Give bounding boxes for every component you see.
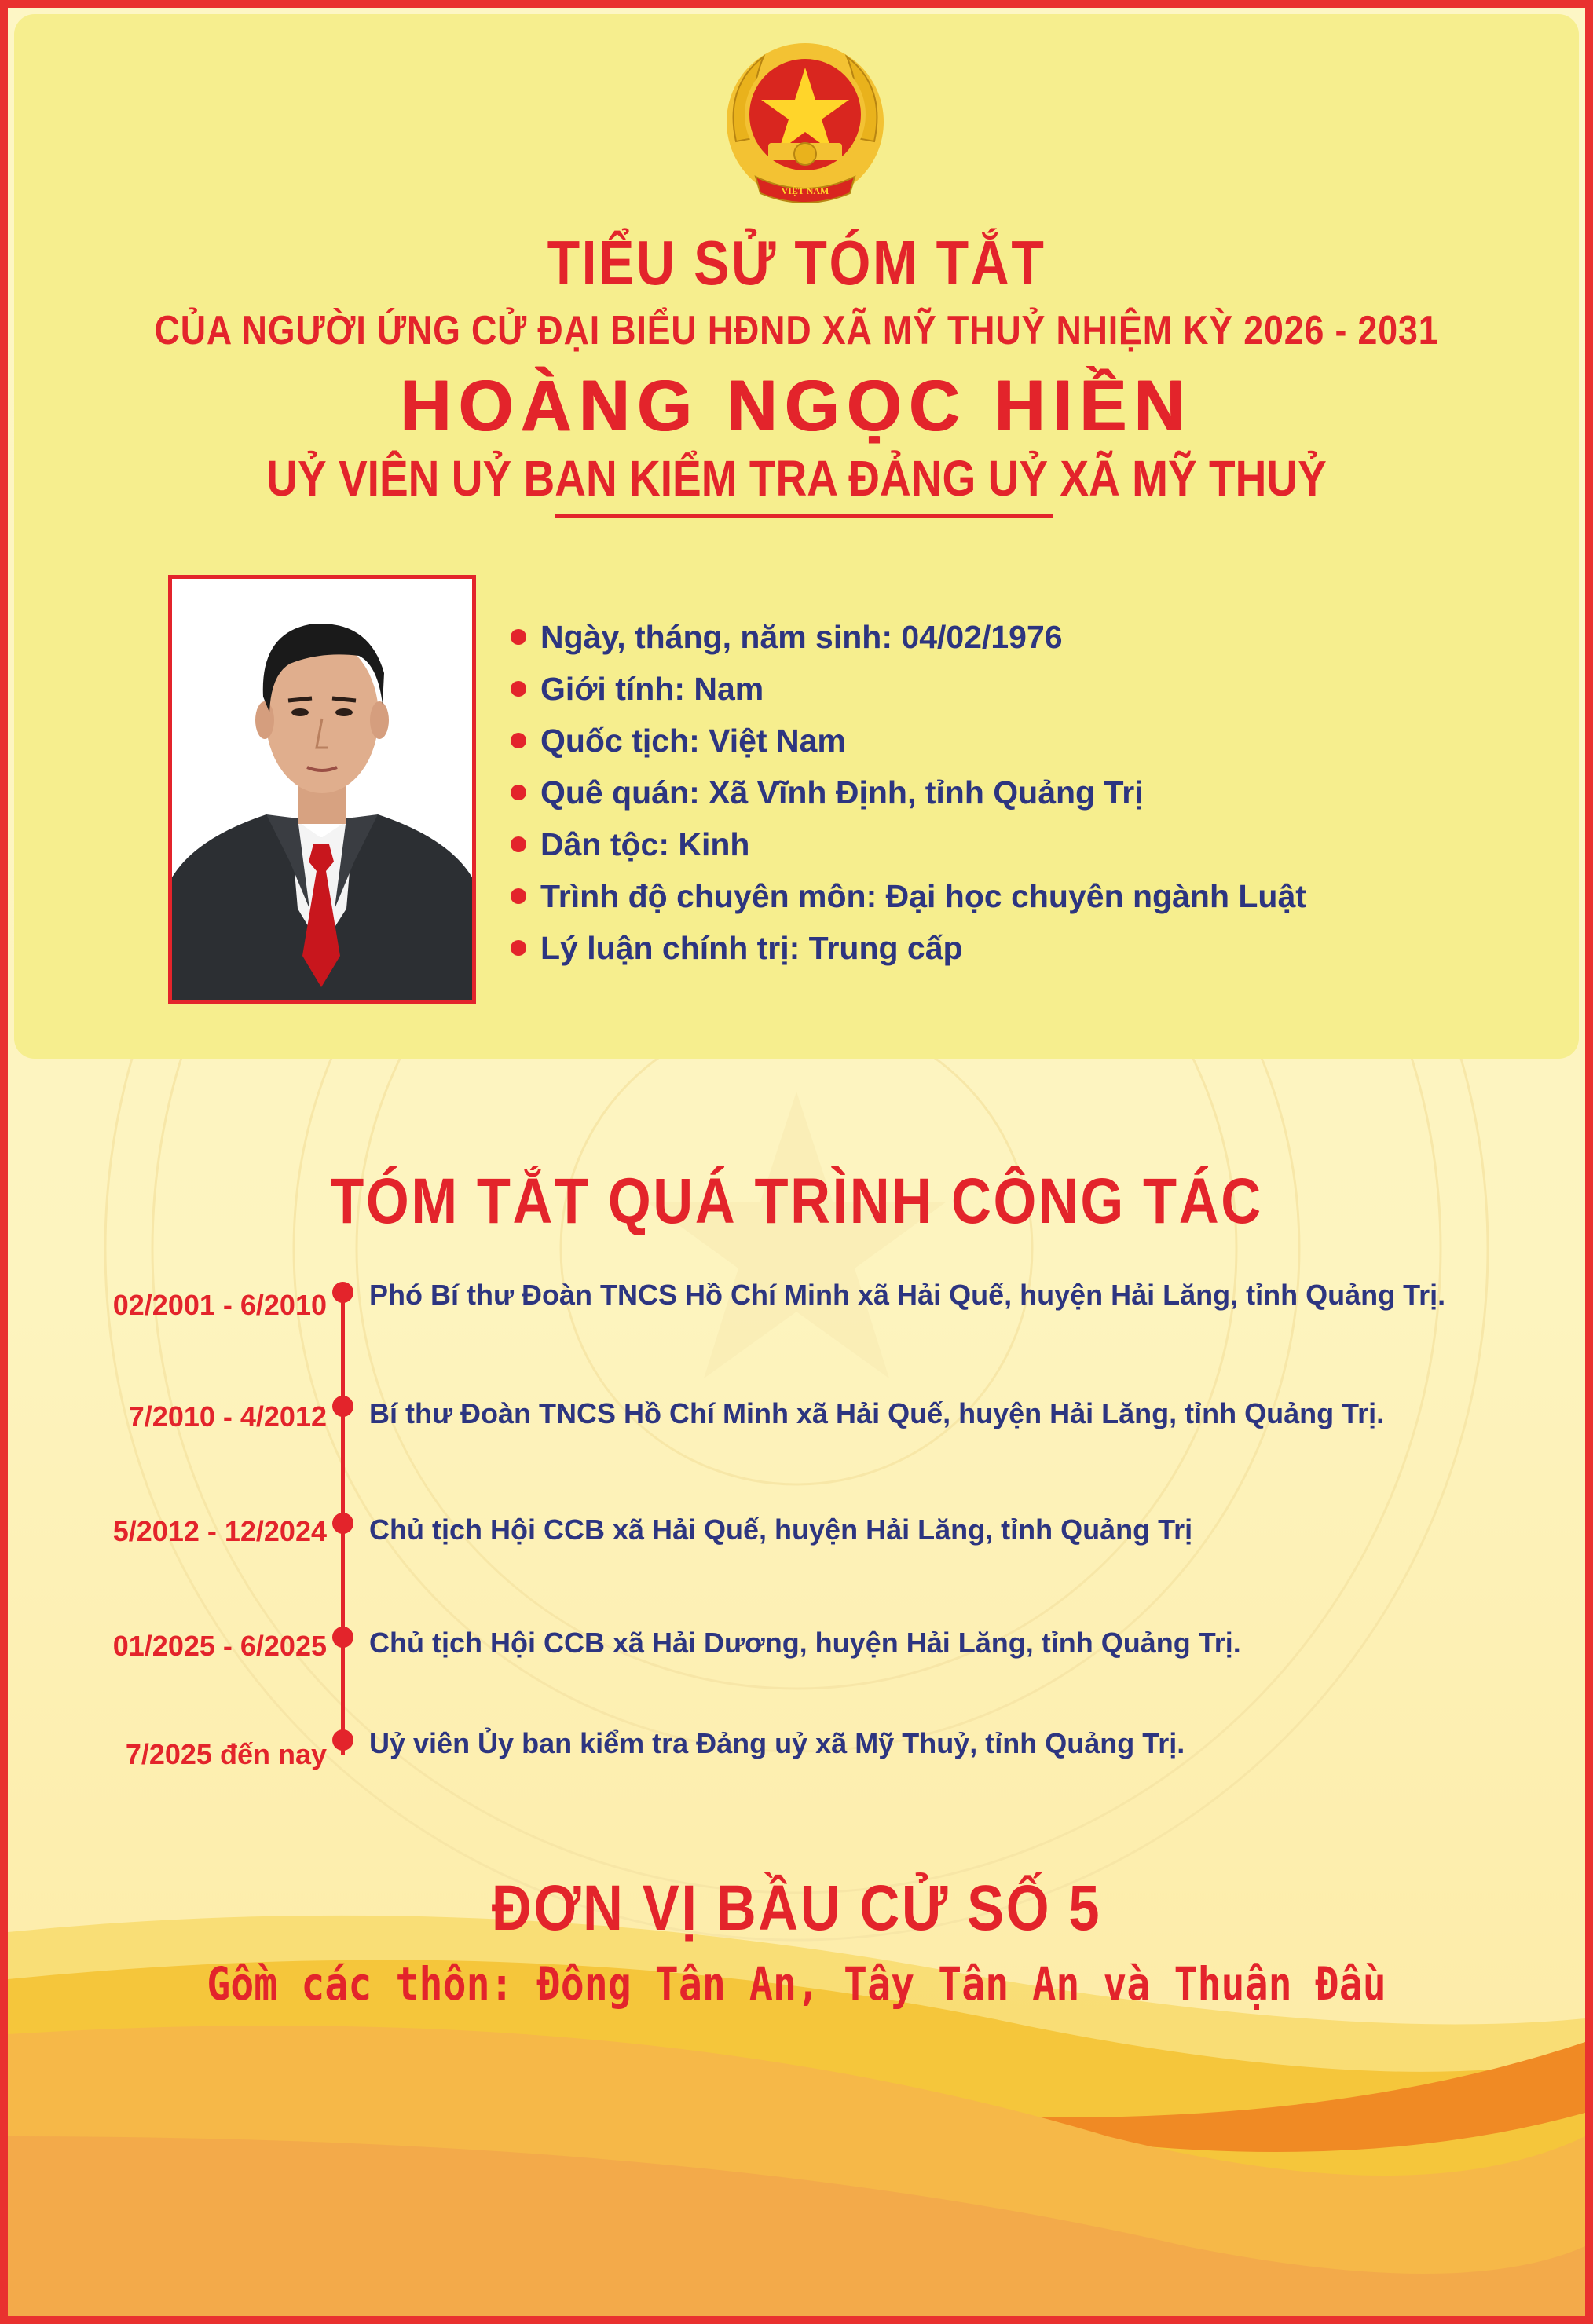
timeline-date: 5/2012 - 12/2024 — [112, 1515, 327, 1547]
bullet-dot — [511, 629, 526, 645]
info-ethnicity: Dân tộc: Kinh — [511, 818, 1532, 870]
bullet-dot — [511, 733, 526, 748]
vietnam-emblem-icon — [716, 39, 894, 214]
info-birthdate: Ngày, tháng, năm sinh: 04/02/1976 — [511, 611, 1532, 663]
candidate-photo — [168, 575, 476, 1004]
electoral-unit-villages: Gồm các thôn: Đông Tân An, Tây Tân An và Thuận Đầu — [207, 1957, 1386, 2011]
title-underline — [555, 514, 1053, 518]
timeline-desc: Phó Bí thư Đoàn TNCS Hồ Chí Minh xã Hải Quế, huyện Hải Lăng, tỉnh Quảng Trị. — [369, 1279, 1446, 1311]
bullet-dot — [511, 681, 526, 697]
personal-info-list — [511, 611, 1532, 974]
portrait-illustration — [172, 579, 472, 1000]
timeline-date: 7/2025 đến nay — [125, 1738, 327, 1770]
info-education: Trình độ chuyên môn: Đại học chuyên ngành Luật — [511, 870, 1532, 922]
info-hometown: Quê quán: Xã Vĩnh Định, tỉnh Quảng Trị — [511, 767, 1532, 818]
timeline-date: 01/2025 - 6/2025 — [112, 1630, 327, 1662]
info-nationality: Quốc tịch: Việt Nam — [511, 715, 1532, 767]
timeline-node — [332, 1513, 353, 1534]
timeline-desc: Chủ tịch Hội CCB xã Hải Quế, huyện Hải Lăng, tỉnh Quảng Trị — [369, 1513, 1193, 1546]
timeline-desc: Uỷ viên Ủy ban kiểm tra Đảng uỷ xã Mỹ Thuỷ, tỉnh Quảng Trị. — [369, 1727, 1185, 1759]
bullet-dot — [511, 785, 526, 800]
candidate-position: UỶ VIÊN UỶ BAN KIỂM TRA ĐẢNG UỶ XÃ MỸ THUỶ — [266, 450, 1327, 507]
timeline-date: 7/2010 - 4/2012 — [128, 1400, 327, 1433]
emblem-label: VIỆT NAM — [781, 185, 829, 196]
timeline-desc: Bí thư Đoàn TNCS Hồ Chí Minh xã Hải Quế, huyện Hải Lăng, tỉnh Quảng Trị. — [369, 1397, 1385, 1429]
info-gender: Giới tính: Nam — [511, 663, 1532, 715]
timeline-date: 02/2001 - 6/2010 — [112, 1289, 327, 1321]
timeline-node — [332, 1729, 353, 1751]
page-title: TIỂU SỬ TÓM TẮT — [547, 228, 1046, 298]
bullet-dot — [511, 940, 526, 956]
info-political-theory: Lý luận chính trị: Trung cấp — [511, 922, 1532, 974]
bullet-dot — [511, 888, 526, 904]
timeline-node — [332, 1282, 353, 1303]
bullet-dot — [511, 836, 526, 852]
career-section-title: TÓM TẮT QUÁ TRÌNH CÔNG TÁC — [330, 1166, 1263, 1237]
timeline-node — [332, 1396, 353, 1417]
timeline-desc: Chủ tịch Hội CCB xã Hải Dương, huyện Hải Lăng, tỉnh Quảng Trị. — [369, 1627, 1241, 1659]
page-subtitle: CỦA NGƯỜI ỨNG CỬ ĐẠI BIỂU HĐND XÃ MỸ THUỶ NHIỆM KỲ 2026 - 2031 — [154, 308, 1439, 353]
electoral-unit-title: ĐƠN VỊ BẦU CỬ SỐ 5 — [491, 1872, 1102, 1944]
candidate-name: HOÀNG NGỌC HIỀN — [400, 366, 1193, 446]
timeline-node — [332, 1627, 353, 1648]
poster — [8, 8, 1585, 2316]
